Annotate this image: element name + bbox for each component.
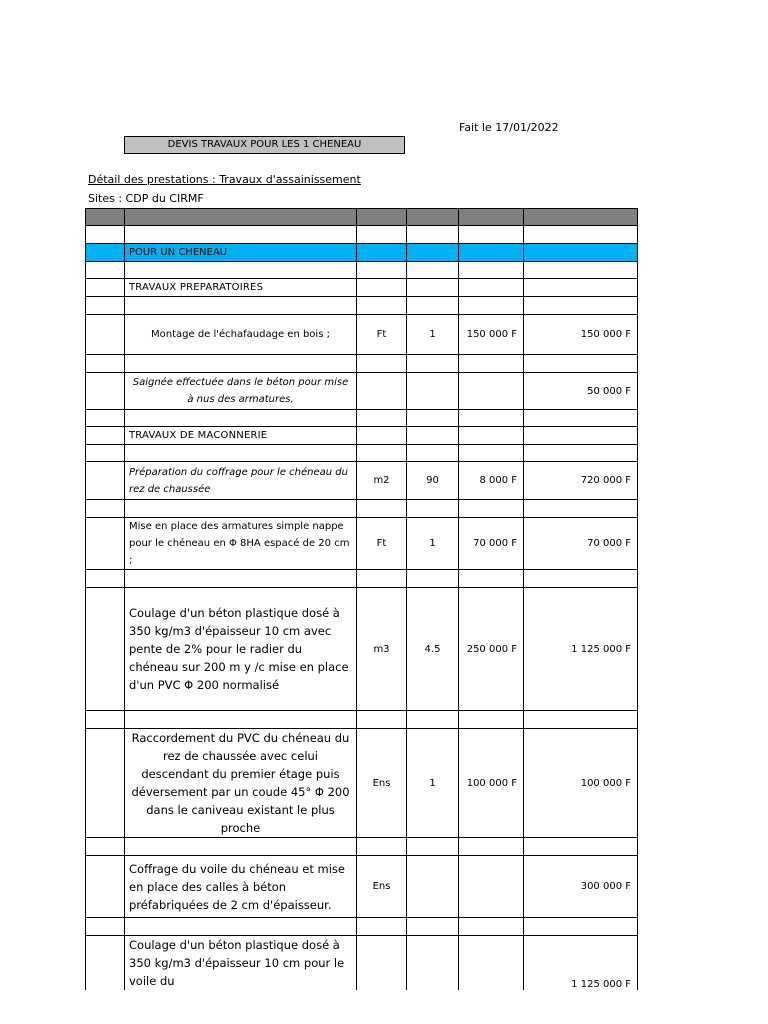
row-unit: m2 [357,462,407,500]
row-total: 150 000 F [524,315,638,355]
row-unit-price: 8 000 F [459,462,524,500]
row-unit-price: 150 000 F [459,315,524,355]
table-row [86,936,638,991]
row-unit: Ens [357,856,407,918]
section-row-cheneau [86,244,638,262]
row-unit-price [459,936,524,991]
table-row [86,445,638,462]
row-unit [357,936,407,991]
row-unit-price [459,856,524,918]
row-total: 720 000 F [524,462,638,500]
row-designation: Saignée effectuée dans le béton pour mise à nus des armatures, [125,373,357,410]
prestations-detail [88,173,361,186]
table-row [86,838,638,856]
row-unit [357,373,407,410]
row-designation: Mise en place des armatures simple nappe pour le chéneau en Φ 8HA espacé de 20 cm ; [125,518,357,570]
row-unit-price [459,373,524,410]
prestations-detail-text: Détail des prestations : Travaux d'assainissement [88,173,361,186]
table-row [86,315,638,355]
table-row [86,729,638,838]
table-header-row [86,209,638,226]
table-row [86,518,638,570]
row-total: 1 125 000 F [524,588,638,711]
section-row-prep [86,279,638,297]
row-designation: Raccordement du PVC du chéneau du rez de chaussée avec celui descendant du premier étage puis déversement par un coude 45° Φ 200 dans le caniveau existant le plus proche [125,729,357,838]
row-total: 50 000 F [524,373,638,410]
table-row [86,711,638,729]
document-date: Fait le 17/01/2022 [459,121,559,134]
table-row [86,262,638,279]
table-row [86,410,638,427]
row-total: 100 000 F [524,729,638,838]
row-qty: 1 [407,729,459,838]
table-row [86,588,638,711]
row-qty [407,856,459,918]
quote-table [85,208,638,990]
table-row [86,918,638,936]
table-row [86,355,638,373]
row-unit: Ft [357,315,407,355]
section-row-maconnerie [86,427,638,445]
row-unit: m3 [357,588,407,711]
row-unit: Ens [357,729,407,838]
row-qty: 1 [407,518,459,570]
row-qty [407,373,459,410]
row-unit-price: 100 000 F [459,729,524,838]
table-row [86,500,638,518]
row-designation: Coulage d'un béton plastique dosé à 350 kg/m3 d'épaisseur 10 cm avec pente de 2% pour le radier du chéneau sur 200 m y /c mise en place d'un PVC Φ 200 normalisé [125,588,357,711]
row-unit: Ft [357,518,407,570]
table-row [86,856,638,918]
section-title-maconnerie: TRAVAUX DE MACONNERIE [125,427,357,445]
row-unit-price: 250 000 F [459,588,524,711]
section-title-prep: TRAVAUX PREPARATOIRES [125,279,357,297]
row-designation: Montage de l'échafaudage en bois ; [125,315,357,355]
row-designation: Coulage d'un béton plastique dosé à 350 kg/m3 d'épaisseur 10 cm pour le voile du [125,936,357,991]
table-row [86,226,638,244]
row-designation: Coffrage du voile du chéneau et mise en place des calles à béton préfabriquées de 2 cm d'épaisseur. [125,856,357,918]
row-total: 300 000 F [524,856,638,918]
row-designation: Préparation du coffrage pour le chéneau du rez de chaussée [125,462,357,500]
document-title: DEVIS TRAVAUX POUR LES 1 CHENEAU [124,136,405,154]
sites-label: Sites : CDP du CIRMF [88,192,204,205]
table-row [86,373,638,410]
section-title-cheneau: POUR UN CHENEAU [125,244,357,262]
row-unit-price: 70 000 F [459,518,524,570]
row-qty: 1 [407,315,459,355]
table-row [86,570,638,588]
table-row [86,297,638,315]
row-qty: 4.5 [407,588,459,711]
table-row [86,462,638,500]
row-qty: 90 [407,462,459,500]
row-qty [407,936,459,991]
row-total: 1 125 000 F [524,936,638,991]
row-total: 70 000 F [524,518,638,570]
